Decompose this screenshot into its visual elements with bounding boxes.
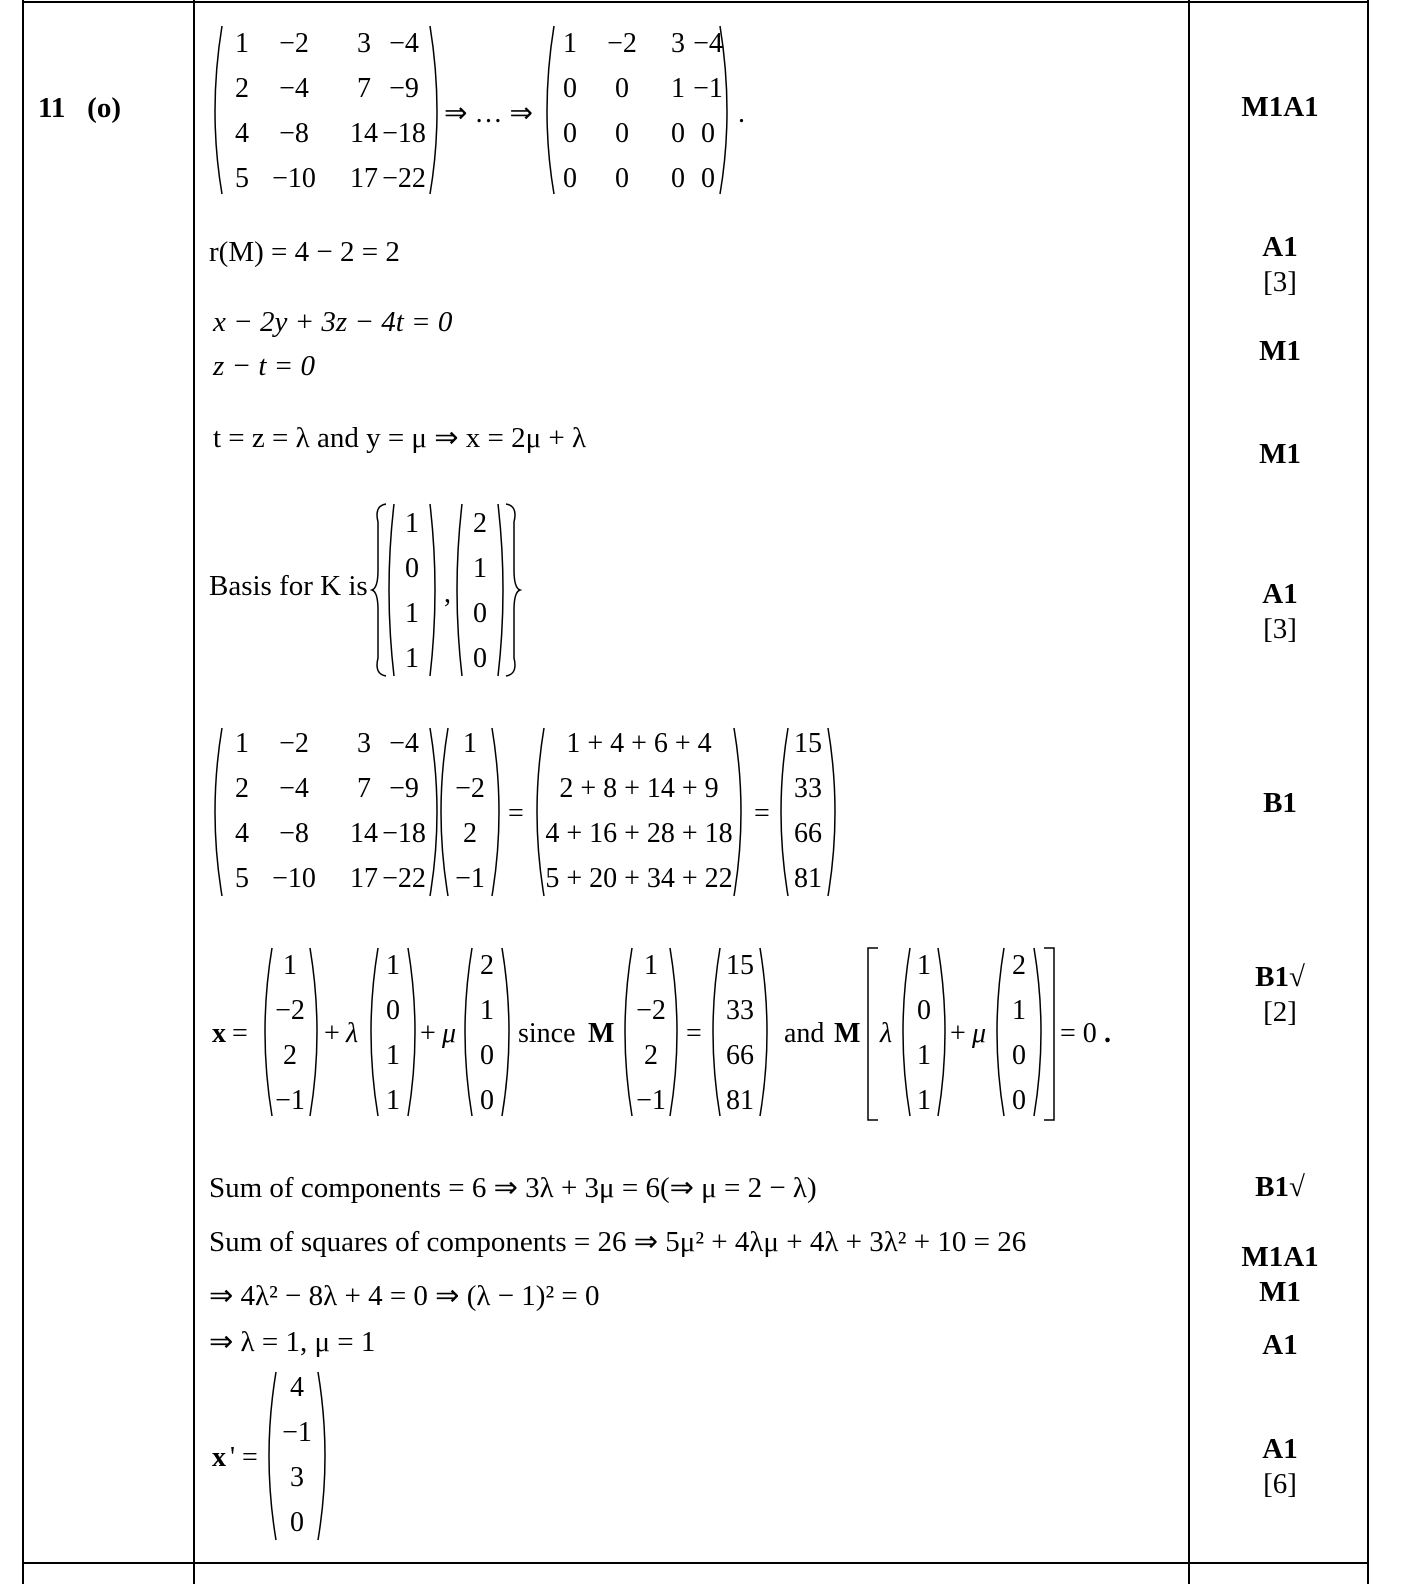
matrix-m-cell: 14 bbox=[350, 118, 378, 149]
solution-vector-cell: 1 bbox=[283, 950, 297, 981]
matrix-m-cell: −18 bbox=[382, 818, 426, 849]
svg-text:x: x bbox=[212, 1018, 226, 1049]
matrix-m-cell: 3 bbox=[357, 28, 371, 59]
matrix-m-cell: 7 bbox=[357, 773, 371, 804]
matrix-m-cell: −10 bbox=[272, 163, 316, 194]
quadratic-line: ⇒ 4λ² − 8λ + 4 = 0 ⇒ (λ − 1)² = 0 bbox=[209, 1280, 600, 1312]
matrix-m-cell: −8 bbox=[279, 118, 309, 149]
product-result-cell: 66 bbox=[794, 818, 822, 849]
product-vector-cell: −1 bbox=[455, 863, 485, 894]
reduced-matrix-cell: 0 bbox=[701, 163, 715, 194]
solution-vector-cell: −2 bbox=[636, 995, 666, 1026]
matrix-m-cell: 2 bbox=[235, 773, 249, 804]
matrix-m-cell: −18 bbox=[382, 118, 426, 149]
basis-v2-cell: 0 bbox=[1012, 1085, 1026, 1116]
product-expanded-cell: 2 + 8 + 14 + 9 bbox=[559, 773, 719, 804]
basis-v2-cell: 1 bbox=[473, 553, 487, 584]
matrix-m-cell: −4 bbox=[389, 28, 419, 59]
reduced-matrix-cell: 0 bbox=[563, 163, 577, 194]
product-vector-cell: 2 bbox=[463, 818, 477, 849]
product-result-cell: 66 bbox=[726, 1040, 754, 1071]
matrix-m-cell: 5 bbox=[235, 163, 249, 194]
basis-vectors bbox=[372, 502, 522, 682]
table-border-top bbox=[22, 1, 1369, 3]
basis-v1-cell: 1 bbox=[386, 1085, 400, 1116]
basis-v1-cell: 1 bbox=[405, 508, 419, 539]
svg-text:.: . bbox=[738, 98, 745, 129]
reduced-matrix-cell: 1 bbox=[563, 28, 577, 59]
matrix-m-cell: 17 bbox=[350, 163, 378, 194]
product-vector-cell: −2 bbox=[455, 773, 485, 804]
product-check bbox=[208, 724, 848, 904]
mark-4: M1 bbox=[1259, 438, 1301, 470]
mark-3: M1 bbox=[1259, 335, 1301, 367]
matrix-m-cell: 17 bbox=[350, 863, 378, 894]
basis-label: Basis for K is bbox=[209, 570, 368, 602]
product-result-cell: 81 bbox=[726, 1085, 754, 1116]
svg-text:x: x bbox=[212, 1442, 226, 1473]
solution-line: ⇒ λ = 1, μ = 1 bbox=[209, 1326, 376, 1358]
matrix-m-cell: −2 bbox=[279, 28, 309, 59]
sum-of-squares: Sum of squares of components = 26 ⇒ 5μ² + 4λμ + 4λ + 3λ² + 10 = 26 bbox=[209, 1226, 1027, 1258]
solution-vector-cell: 2 bbox=[644, 1040, 658, 1071]
x-prime-cell: 0 bbox=[290, 1507, 304, 1538]
reduced-matrix-cell: 0 bbox=[671, 118, 685, 149]
basis-v1-cell: 0 bbox=[386, 995, 400, 1026]
solution-vector-cell: 1 bbox=[644, 950, 658, 981]
reduced-matrix-cell: −2 bbox=[607, 28, 637, 59]
matrix-m-cell: 7 bbox=[357, 73, 371, 104]
matrix-m-cell: 1 bbox=[235, 728, 249, 759]
mark-6: B1 bbox=[1263, 787, 1297, 819]
reduced-matrix-cell: −1 bbox=[693, 73, 723, 104]
equation-2: z − t = 0 bbox=[213, 350, 315, 382]
svg-text:since: since bbox=[518, 1018, 576, 1049]
basis-v1-cell: 1 bbox=[917, 1085, 931, 1116]
matrix-m-cell: −2 bbox=[279, 728, 309, 759]
basis-v2-cell: 0 bbox=[473, 598, 487, 629]
mark-2: A1 [3] bbox=[1262, 231, 1298, 298]
matrix-m-cell: −10 bbox=[272, 863, 316, 894]
svg-text:=: = bbox=[232, 1018, 248, 1049]
svg-text:=: = bbox=[508, 798, 524, 829]
table-border-left bbox=[22, 0, 24, 1584]
basis-v2-cell: 1 bbox=[480, 995, 494, 1026]
reduced-matrix-cell: 0 bbox=[701, 118, 715, 149]
basis-v1-cell: 1 bbox=[917, 950, 931, 981]
solution-vector-cell: −1 bbox=[636, 1085, 666, 1116]
solution-vector-cell: −1 bbox=[275, 1085, 305, 1116]
matrix-m-cell: 3 bbox=[357, 728, 371, 759]
product-vector-cell: 1 bbox=[463, 728, 477, 759]
basis-v2-cell: 2 bbox=[473, 508, 487, 539]
equation-1: x − 2y + 3z − 4t = 0 bbox=[213, 306, 453, 338]
svg-text:λ: λ bbox=[880, 1018, 893, 1049]
matrix-m-cell: −9 bbox=[389, 773, 419, 804]
product-result-cell: 15 bbox=[794, 728, 822, 759]
rank-line: r(M) = 4 − 2 = 2 bbox=[209, 236, 400, 268]
basis-v2-cell: 2 bbox=[480, 950, 494, 981]
matrix-m-cell: 4 bbox=[235, 118, 249, 149]
matrix-m-cell: −8 bbox=[279, 818, 309, 849]
product-expanded-cell: 1 + 4 + 6 + 4 bbox=[566, 728, 712, 759]
mark-5: A1 [3] bbox=[1262, 578, 1298, 645]
general-solution bbox=[208, 944, 1128, 1124]
svg-text:+: + bbox=[420, 1018, 436, 1049]
matrix-m-cell: −4 bbox=[279, 773, 309, 804]
mark-10: A1 bbox=[1262, 1329, 1298, 1361]
product-result-cell: 15 bbox=[726, 950, 754, 981]
basis-v2-cell: 0 bbox=[1012, 1040, 1026, 1071]
sum-of-components: Sum of components = 6 ⇒ 3λ + 3μ = 6(⇒ μ = 2 − λ) bbox=[209, 1172, 817, 1204]
svg-text:μ: μ bbox=[442, 1018, 457, 1049]
basis-v2-cell: 0 bbox=[480, 1085, 494, 1116]
svg-text:M: M bbox=[588, 1018, 615, 1049]
reduced-matrix-cell: 1 bbox=[671, 73, 685, 104]
svg-text:and: and bbox=[784, 1018, 825, 1049]
table-divider-1 bbox=[193, 0, 195, 1584]
x-prime-cell: 4 bbox=[290, 1372, 304, 1403]
product-expanded-cell: 4 + 16 + 28 + 18 bbox=[545, 818, 733, 849]
x-prime-cell: 3 bbox=[290, 1462, 304, 1493]
basis-v1-cell: 1 bbox=[386, 1040, 400, 1071]
basis-v1-cell: 1 bbox=[917, 1040, 931, 1071]
x-prime bbox=[208, 1368, 348, 1548]
reduced-matrix-cell: 0 bbox=[615, 163, 629, 194]
basis-v2-cell: 0 bbox=[473, 643, 487, 674]
matrix-m-cell: −9 bbox=[389, 73, 419, 104]
implies-dots: ⇒ … ⇒ bbox=[444, 98, 533, 129]
matrix-m-cell: −22 bbox=[382, 863, 426, 894]
matrix-m-cell: −22 bbox=[382, 163, 426, 194]
mark-7: B1√ [2] bbox=[1255, 961, 1305, 1028]
parametrisation-line: t = z = λ and y = μ ⇒ x = 2μ + λ bbox=[213, 422, 587, 454]
basis-v1-cell: 1 bbox=[405, 598, 419, 629]
matrix-m-cell: −4 bbox=[389, 728, 419, 759]
mark-8: B1√ bbox=[1255, 1171, 1305, 1203]
basis-v1-cell: 0 bbox=[405, 553, 419, 584]
svg-text:= 0: = 0 bbox=[1060, 1018, 1097, 1049]
svg-text:M: M bbox=[834, 1018, 861, 1049]
basis-v1-cell: 1 bbox=[386, 950, 400, 981]
matrix-m-cell: 14 bbox=[350, 818, 378, 849]
svg-text:μ: μ bbox=[972, 1018, 987, 1049]
matrix-m-cell: −4 bbox=[279, 73, 309, 104]
product-expanded-cell: 5 + 20 + 34 + 22 bbox=[545, 863, 733, 894]
svg-text:+: + bbox=[950, 1018, 966, 1049]
svg-text:λ: λ bbox=[346, 1018, 359, 1049]
reduced-matrix-cell: 0 bbox=[671, 163, 685, 194]
reduced-matrix-cell: 0 bbox=[615, 73, 629, 104]
mark-11: A1 [6] bbox=[1262, 1433, 1298, 1500]
svg-text:+: + bbox=[324, 1018, 340, 1049]
mark-1: M1A1 bbox=[1241, 91, 1319, 123]
matrix-reduction bbox=[208, 22, 768, 202]
svg-text:=: = bbox=[686, 1018, 702, 1049]
question-number: 11 (o) bbox=[38, 92, 121, 124]
mark-9: M1A1 M1 bbox=[1241, 1241, 1319, 1308]
basis-v2-cell: 2 bbox=[1012, 950, 1026, 981]
matrix-m-cell: 4 bbox=[235, 818, 249, 849]
x-prime-cell: −1 bbox=[282, 1417, 312, 1448]
svg-text:,: , bbox=[444, 578, 451, 609]
reduced-matrix-cell: 0 bbox=[563, 73, 577, 104]
reduced-matrix-cell: 0 bbox=[563, 118, 577, 149]
product-result-cell: 81 bbox=[794, 863, 822, 894]
svg-text:' =: ' = bbox=[230, 1442, 258, 1473]
reduced-matrix-cell: 0 bbox=[615, 118, 629, 149]
matrix-m-cell: 1 bbox=[235, 28, 249, 59]
reduced-matrix-cell: −4 bbox=[693, 28, 723, 59]
basis-v2-cell: 0 bbox=[480, 1040, 494, 1071]
basis-v1-cell: 0 bbox=[917, 995, 931, 1026]
svg-text:.: . bbox=[1104, 1018, 1111, 1049]
reduced-matrix-cell: 3 bbox=[671, 28, 685, 59]
basis-v1-cell: 1 bbox=[405, 643, 419, 674]
matrix-m-cell: 2 bbox=[235, 73, 249, 104]
solution-vector-cell: 2 bbox=[283, 1040, 297, 1071]
product-result-cell: 33 bbox=[794, 773, 822, 804]
matrix-m-cell: 5 bbox=[235, 863, 249, 894]
table-border-bottom bbox=[22, 1562, 1369, 1564]
solution-vector-cell: −2 bbox=[275, 995, 305, 1026]
svg-text:=: = bbox=[754, 798, 770, 829]
product-result-cell: 33 bbox=[726, 995, 754, 1026]
basis-v2-cell: 1 bbox=[1012, 995, 1026, 1026]
